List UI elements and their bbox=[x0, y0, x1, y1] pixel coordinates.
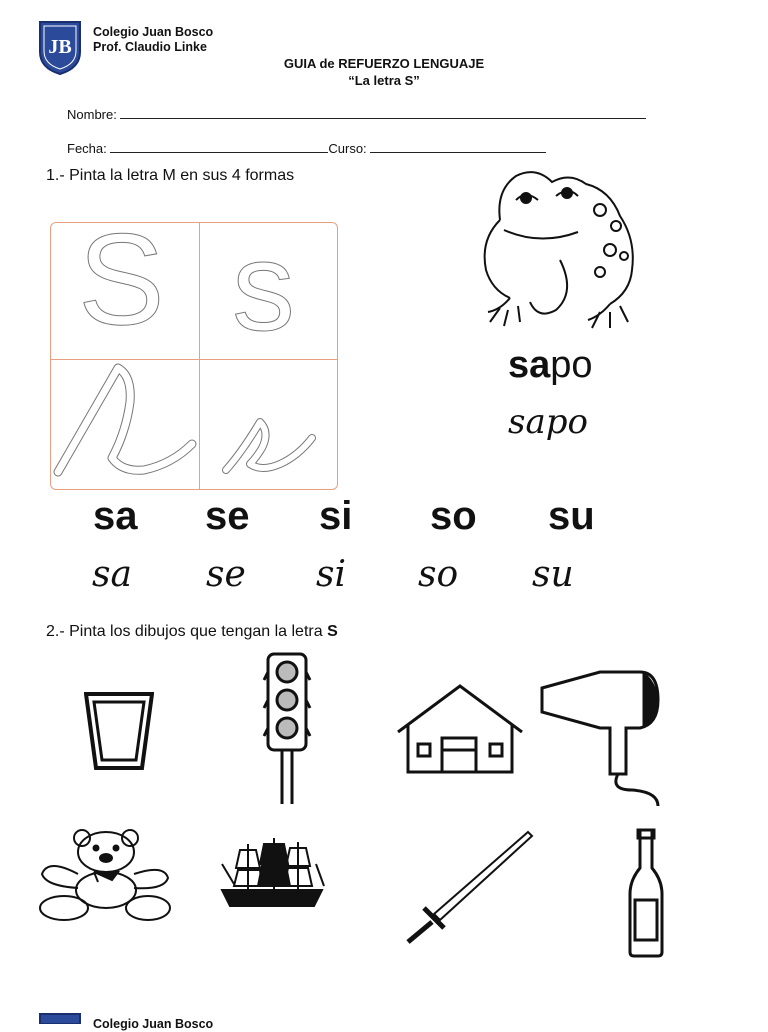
outline-cursive-lowercase-s[interactable] bbox=[222, 412, 318, 476]
house-drawing[interactable] bbox=[396, 684, 524, 774]
page-subtitle: “La letra S” bbox=[348, 73, 420, 88]
name-field[interactable] bbox=[67, 106, 646, 122]
word-sapo-print bbox=[508, 344, 593, 387]
teacher-name: Prof. Claudio Linke bbox=[93, 40, 207, 54]
syllable-cursive-se: se bbox=[206, 554, 246, 595]
name-label: Nombre: bbox=[67, 107, 117, 122]
outline-lowercase-s[interactable]: s bbox=[232, 216, 295, 357]
date-course-field[interactable] bbox=[67, 140, 546, 156]
outline-cursive-uppercase-s[interactable] bbox=[52, 362, 202, 488]
ship-drawing[interactable] bbox=[218, 834, 328, 910]
syllable-print-su: su bbox=[548, 494, 595, 538]
syllable-cursive-si: si bbox=[316, 554, 346, 595]
syllable-print-se: se bbox=[205, 494, 250, 538]
syllable-cursive-sa: sa bbox=[92, 554, 132, 595]
footer-school-name: Colegio Juan Bosco bbox=[93, 1017, 214, 1031]
instruction-2 bbox=[46, 623, 338, 641]
syllable-cursive-su: su bbox=[532, 554, 574, 595]
page-title: GUIA de REFUERZO LENGUAJE bbox=[283, 56, 485, 71]
syllable-print-sa: sa bbox=[93, 494, 138, 538]
instruction-1: 1.- Pinta la letra M en sus 4 formas bbox=[46, 167, 295, 184]
footer-logo bbox=[36, 1010, 84, 1024]
instruction-2-text: 2.- Pinta los dibujos que tengan la letra bbox=[46, 623, 328, 640]
syllable-print-si: si bbox=[319, 494, 353, 538]
school-name: Colegio Juan Bosco bbox=[93, 25, 214, 39]
glass-drawing[interactable] bbox=[84, 692, 154, 772]
syllable-cursive-so: so bbox=[418, 554, 459, 595]
name-line[interactable] bbox=[120, 106, 646, 119]
course-label: Curso: bbox=[328, 141, 367, 156]
svg-text:JB: JB bbox=[48, 36, 72, 58]
teddy-bear-drawing[interactable] bbox=[38, 828, 172, 922]
hair-dryer-drawing[interactable] bbox=[540, 666, 664, 810]
traffic-light-drawing[interactable] bbox=[262, 652, 312, 806]
date-line[interactable] bbox=[110, 140, 328, 153]
date-label: Fecha: bbox=[67, 141, 107, 156]
word-bold-part: sa bbox=[508, 344, 551, 386]
frog-illustration[interactable] bbox=[460, 160, 660, 340]
syllable-print-so: so bbox=[430, 494, 477, 538]
word-rest: po bbox=[550, 344, 593, 386]
bottle-drawing[interactable] bbox=[626, 828, 666, 958]
outline-uppercase-s[interactable]: S bbox=[78, 206, 165, 352]
course-line[interactable] bbox=[370, 140, 546, 153]
word-sapo-cursive: sapo bbox=[508, 402, 588, 442]
instruction-2-letter: S bbox=[327, 623, 338, 640]
sword-drawing[interactable] bbox=[404, 828, 534, 946]
